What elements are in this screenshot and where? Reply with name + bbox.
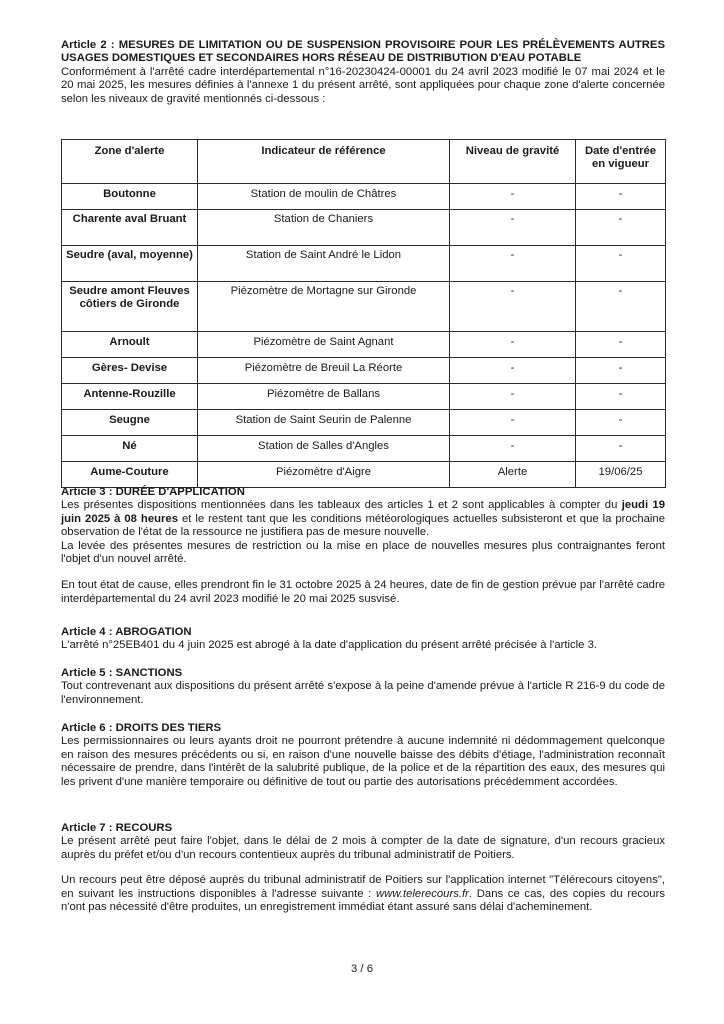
article-7-section [61,822,665,914]
table-row [62,282,666,332]
article-5-title: Article 5 : SANCTIONS [61,667,183,679]
table-row [62,332,666,358]
date-cell: - [576,384,666,410]
article-3-section [61,486,665,606]
article-6-body: Les permissionnaires ou leurs ayants droit ne pourront prétendre à aucune indemnité ni dédommagement quelconque en raison des mesures précédents ou si, en raison d'une nouvelle baisse des débits d'étiage, l'administration reconnaît nécessaire de prendre, dans l'intérêt de la salubrité publique, de la police et de la répartition des eaux, des mesures qui les privent d'une manière temporaire ou définitive de tout ou partie des autorisations précédemment accordées. [61,735,665,788]
article-2-title: Article 2 : MESURES DE LIMITATION OU DE SUSPENSION PROVISOIRE POUR LES PRÉLÈVEMENTS AUTRES USAGES DOMESTIQUES ET SECONDAIRES HORS RÉSEAU DE DISTRIBUTION D'EAU POTABLE [61,39,665,65]
level-cell: - [450,384,576,410]
level-cell: - [450,332,576,358]
article-3-title: Article 3 : DURÉE D'APPLICATION [61,486,245,498]
level-cell: - [450,184,576,210]
indicator-cell: Piézomètre de Saint Agnant [198,332,450,358]
article-2-section [61,39,665,106]
article-7-text: Un recours peut être déposé auprès du tribunal administratif de Poitiers sur l'application internet "Télérecours citoyens", en suivant les instructions disponibles à l'adresse suivante : [61,874,665,900]
zone-cell: Arnoult [62,332,198,358]
table-row [62,410,666,436]
article-5-body: Tout contrevenant aux dispositions du présent arrêté s'expose à la peine d'amende prévue à l'article R 216-9 du code de l'environnement. [61,680,665,706]
date-cell: - [576,246,666,282]
level-cell: - [450,436,576,462]
article-4-section [61,626,665,653]
zone-cell: Seudre (aval, moyenne) [62,246,198,282]
indicator-cell: Station de Chaniers [198,210,450,246]
indicator-cell: Piézomètre de Mortagne sur Gironde [198,282,450,332]
date-cell: - [576,282,666,332]
zone-cell: Seugne [62,410,198,436]
level-cell: - [450,282,576,332]
indicator-cell: Piézomètre de Ballans [198,384,450,410]
table-header-row [62,140,666,184]
telerecours-link[interactable]: www.telerecours.fr [376,887,469,900]
level-cell: - [450,210,576,246]
article-3-paragraph-1 [61,499,665,539]
level-cell: Alerte [450,462,576,488]
zone-cell: Gères- Devise [62,358,198,384]
zone-cell: Seudre amont Fleuves côtiers de Gironde [62,282,198,332]
article-3-text: Les présentes dispositions mentionnées dans les tableaux des articles 1 et 2 sont applicables à compter du [61,499,622,512]
article-6-title: Article 6 : DROITS DES TIERS [61,722,222,734]
date-cell: - [576,184,666,210]
table-row [62,246,666,282]
date-cell: - [576,436,666,462]
article-3-paragraph-3: En tout état de cause, elles prendront fin le 31 octobre 2025 à 24 heures, date de fin de gestion prévue par l'arrêté cadre interdépartemental du 24 avril 2023 modifié le 20 mai 2025 susvisé. [61,579,665,605]
date-cell: - [576,358,666,384]
level-cell: - [450,358,576,384]
table-row [62,462,666,488]
indicator-cell: Station de moulin de Châtres [198,184,450,210]
article-3-start-date: jeudi 19 juin 2025 à 08 heures [61,499,665,525]
header-indicator: Indicateur de référence [198,140,450,184]
article-4-body: L'arrêté n°25EB401 du 4 juin 2025 est abrogé à la date d'application du présent arrêté précisée à l'article 3. [61,639,598,652]
date-cell: - [576,210,666,246]
article-3-text: et le restent tant que les conditions météorologiques actuelles subsisteront et que la prochaine observation de l'état de la ressource ne justifiera pas de mesure nouvelle. [61,512,665,539]
zone-cell: Charente aval Bruant [62,210,198,246]
date-cell: - [576,410,666,436]
table-row [62,184,666,210]
level-cell: - [450,410,576,436]
indicator-cell: Station de Saint Seurin de Palenne [198,410,450,436]
article-7-title: Article 7 : RECOURS [61,822,173,834]
article-7-text: . Dans ce cas, des copies du recours n'ont pas nécessité d'être produites, un enregistrement immédiat étant assuré sans délai d'acheminement. [61,887,665,914]
zone-cell: Antenne-Rouzille [62,384,198,410]
alert-zones-table [61,139,666,488]
date-cell: - [576,332,666,358]
level-cell: - [450,246,576,282]
table-row [62,436,666,462]
article-2-body: Conformément à l'arrêté cadre interdépartemental n°16-20230424-00001 du 24 avril 2023 modifié le 07 mai 2024 et le 20 mai 2025, les mesures définies à l'annexe 1 du présent arrêté, sont appliquées pour chaque zone d'alerte concernée selon les niveaux de gravité mentionnés ci-dessous : [61,65,665,105]
article-6-section [61,722,665,789]
indicator-cell: Piézomètre d'Aigre [198,462,450,488]
zone-cell: Né [62,436,198,462]
article-5-section [61,667,665,707]
zone-cell: Boutonne [62,184,198,210]
article-7-paragraph-2 [61,874,665,914]
date-cell: 19/06/25 [576,462,666,488]
article-7-paragraph-1: Le présent arrêté peut faire l'objet, dans le délai de 2 mois à compter de la date de signature, d'un recours gracieux auprès du préfet et/ou d'un recours contentieux auprès du tribunal administratif de Poitiers. [61,835,665,861]
table-row [62,210,666,246]
indicator-cell: Station de Salles d'Angles [198,436,450,462]
article-4-title: Article 4 : ABROGATION [61,626,192,638]
header-date: Date d'entrée en vigueur [576,140,666,184]
article-3-paragraph-2: La levée des présentes mesures de restriction ou la mise en place de nouvelles mesures plus contraignantes feront l'objet d'un nouvel arrêté. [61,539,665,566]
table-row [62,384,666,410]
indicator-cell: Piézomètre de Breuil La Réorte [198,358,450,384]
header-zone: Zone d'alerte [62,140,198,184]
indicator-cell: Station de Saint André le Lidon [198,246,450,282]
page-number: 3 / 6 [351,963,373,975]
header-level: Niveau de gravité [450,140,576,184]
zone-cell: Aume-Couture [62,462,198,488]
table-row [62,358,666,384]
